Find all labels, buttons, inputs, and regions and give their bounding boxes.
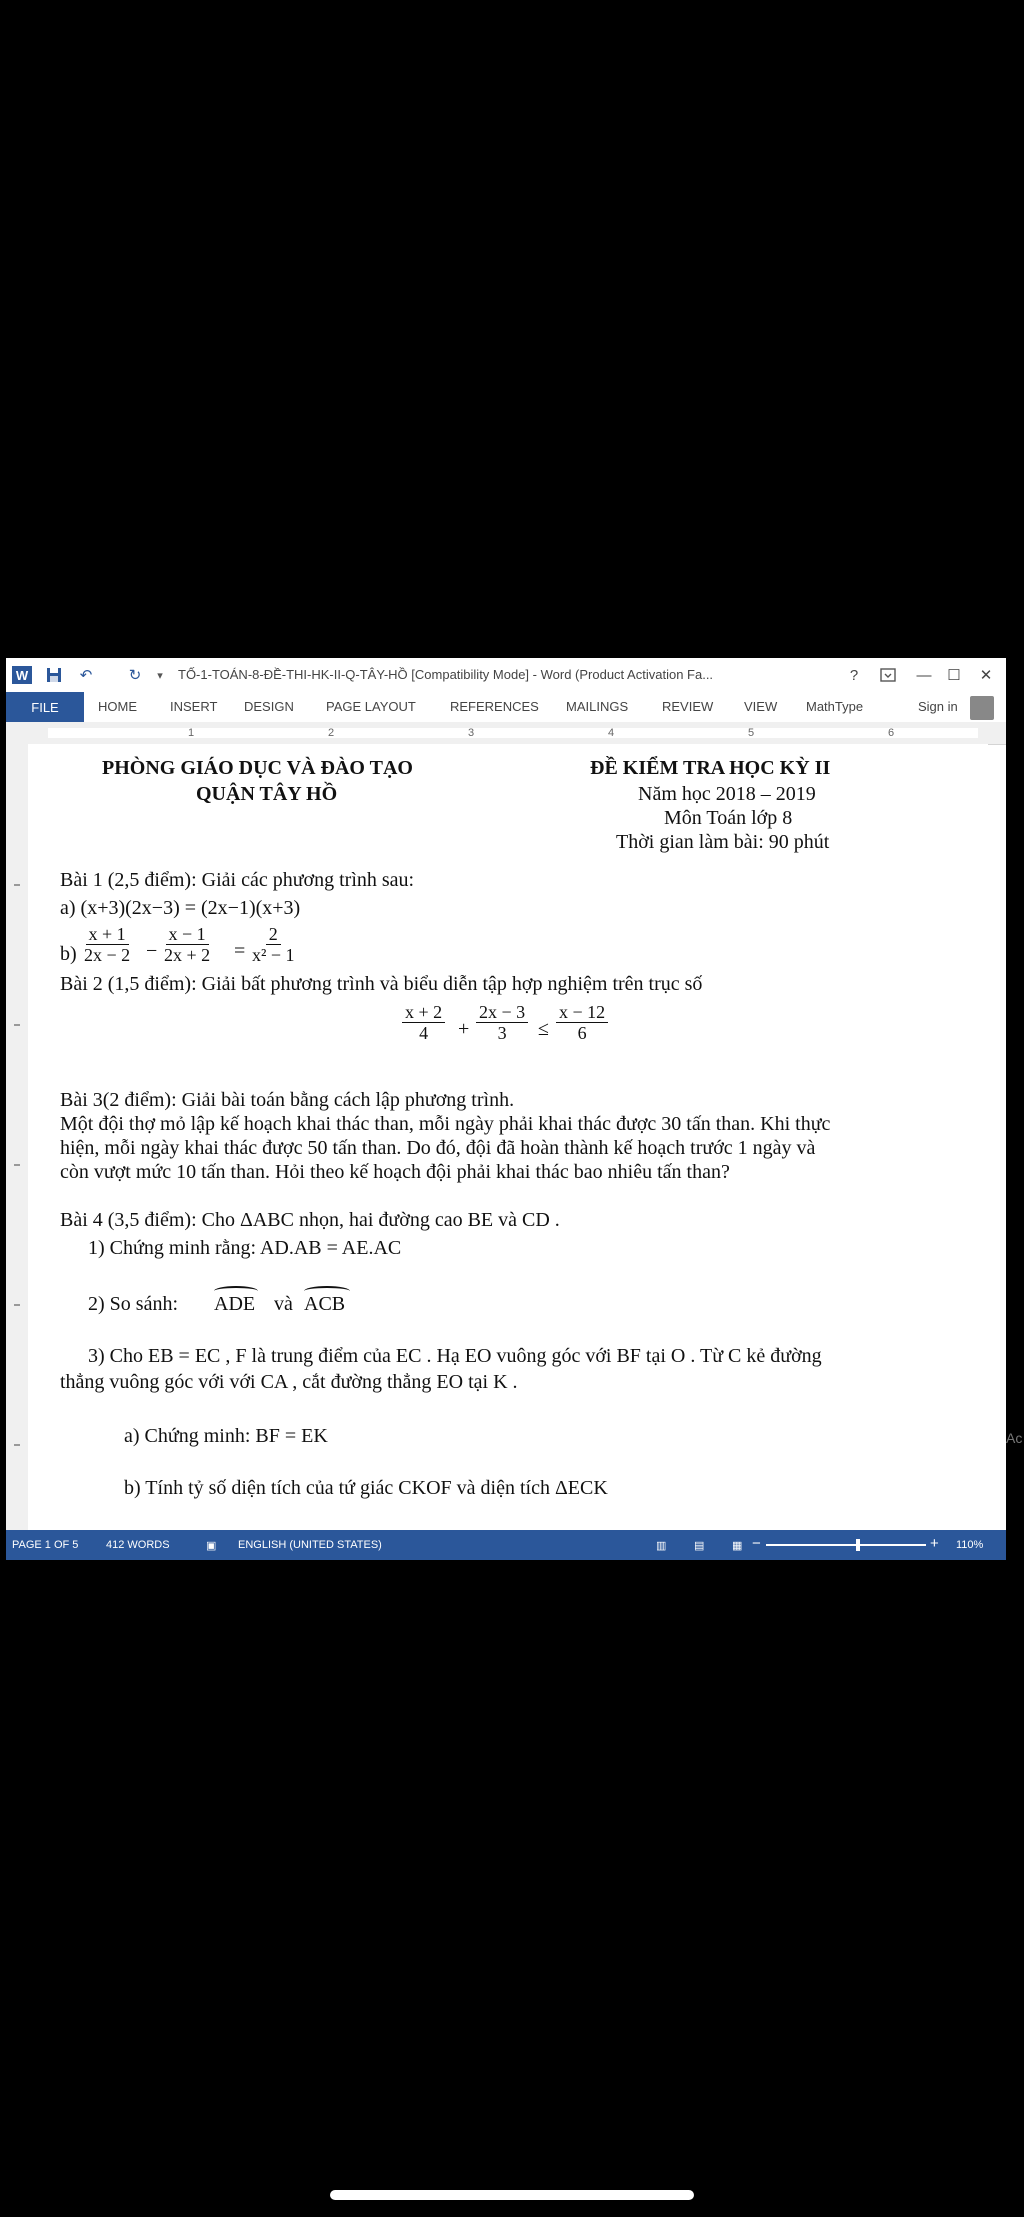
fraction — [252, 924, 295, 965]
edge-text: Ac — [1006, 1430, 1023, 1446]
tab-design[interactable]: DESIGN — [244, 699, 294, 714]
quick-access-more-icon[interactable]: ▾ — [157, 669, 163, 682]
bai2-title: Bài 2 (1,5 điểm): Giải bất phương trình và biểu diễn tập hợp nghiệm trên trục số — [60, 973, 703, 995]
fraction — [164, 924, 210, 965]
angle-acb: ACB — [304, 1293, 346, 1315]
fraction — [84, 924, 130, 965]
bai4-part-b: b) Tính tỷ số diện tích của tứ giác CKOF và diện tích ΔECK — [124, 1477, 608, 1499]
vertical-ruler[interactable] — [6, 744, 29, 1530]
bai4-part-a: a) Chứng minh: BF = EK — [124, 1425, 328, 1447]
fraction-numerator: x − 12 — [556, 1002, 608, 1023]
header-right-line3: Môn Toán lớp 8 — [664, 807, 793, 829]
fraction-denominator: 2x − 2 — [84, 945, 131, 965]
zoom-slider-thumb[interactable] — [856, 1539, 860, 1551]
help-button[interactable]: ? — [849, 666, 859, 684]
tab-view[interactable]: VIEW — [744, 699, 778, 714]
read-mode-icon[interactable]: ▥ — [656, 1540, 667, 1552]
bai4-part-3-line1: 3) Cho EB = EC , F là trung điểm của EC . Hạ EO vuông góc với BF tại O . Từ C kẻ đường — [88, 1345, 822, 1367]
ribbon-tabs — [6, 692, 1006, 723]
bai1-part-a: a) (x+3)(2x−3) = (2x−1)(x+3) — [60, 897, 301, 919]
bai1-title: Bài 1 (2,5 điểm): Giải các phương trình sau: — [60, 869, 415, 891]
header-left-line1: PHÒNG GIÁO DỤC VÀ ĐÀO TẠO — [102, 757, 413, 779]
header-right-line4: Thời gian làm bài: 90 phút — [616, 831, 830, 853]
zoom-slider[interactable] — [766, 1544, 926, 1546]
ruler-tick — [14, 1024, 20, 1026]
ruler-number: 2 — [328, 727, 335, 739]
word-count[interactable]: 412 WORDS — [106, 1539, 170, 1551]
fraction — [476, 1002, 528, 1043]
bai3-line: hiện, mỗi ngày khai thác được 50 tấn than. Do đó, đội đã hoàn thành kế hoạch trước 1 ngày và — [60, 1137, 816, 1159]
minimize-button[interactable]: — — [916, 666, 932, 684]
operator: + — [458, 1018, 470, 1040]
ruler-tick — [14, 1444, 20, 1446]
header-right-line2: Năm học 2018 – 2019 — [638, 783, 816, 805]
fraction-numerator: 2 — [266, 924, 281, 945]
save-icon[interactable] — [46, 666, 62, 684]
tab-page-layout[interactable]: PAGE LAYOUT — [326, 699, 416, 714]
zoom-out-button[interactable]: − — [752, 1535, 761, 1552]
tab-mailings[interactable]: MAILINGS — [566, 699, 629, 714]
ribbon-display-options-icon[interactable] — [876, 664, 900, 686]
horizontal-ruler[interactable] — [6, 722, 1006, 745]
bai3-title: Bài 3(2 điểm): Giải bài toán bằng cách lập phương trình. — [60, 1089, 515, 1111]
bai3-line: Một đội thợ mỏ lập kế hoạch khai thác than, mỗi ngày phải khai thác được 30 tấn than. Khi thực — [60, 1113, 831, 1135]
user-avatar-icon[interactable] — [970, 696, 994, 720]
status-bar — [6, 1530, 1006, 1560]
bai4-part-2-label: 2) So sánh: — [88, 1293, 178, 1315]
angle-ade: ADE — [214, 1293, 256, 1315]
document-page[interactable] — [28, 744, 988, 1530]
ruler-number: 1 — [188, 727, 195, 739]
fraction-denominator: 3 — [497, 1023, 507, 1043]
page-count[interactable]: PAGE 1 OF 5 — [12, 1539, 79, 1551]
bai4-and: và — [274, 1293, 293, 1315]
fraction-denominator: x² − 1 — [252, 945, 295, 965]
operator: − — [146, 940, 158, 962]
fraction-denominator: 4 — [419, 1023, 429, 1043]
fraction — [402, 1002, 445, 1043]
operator: ≤ — [538, 1018, 549, 1040]
bai4-title: Bài 4 (3,5 điểm): Cho ΔABC nhọn, hai đường cao BE và CD . — [60, 1209, 560, 1231]
operator: = — [234, 940, 246, 962]
tab-home[interactable]: HOME — [98, 699, 137, 714]
fraction-numerator: x + 1 — [86, 924, 129, 945]
fraction — [556, 1002, 608, 1043]
tab-file[interactable]: FILE — [6, 692, 84, 722]
fraction-numerator: 2x − 3 — [476, 1002, 528, 1023]
ruler-tick — [14, 884, 20, 886]
word-window — [6, 658, 1006, 1560]
fraction-denominator: 6 — [577, 1023, 587, 1043]
ruler-tick — [14, 1164, 20, 1166]
ruler-number: 3 — [468, 727, 475, 739]
header-left-line2: QUẬN TÂY HỒ — [196, 783, 338, 805]
proofing-icon[interactable]: ▣ — [206, 1540, 217, 1552]
redo-icon[interactable]: ↻ — [128, 667, 142, 684]
bai4-part-3-line2: thẳng vuông góc với với CA , cắt đường thẳng EO tại K . — [60, 1371, 518, 1393]
fraction-numerator: x + 2 — [402, 1002, 445, 1023]
bai1-part-b-label: b) — [60, 943, 77, 965]
document-title: TỐ-1-TOÁN-8-ĐỀ-THI-HK-II-Q-TÂY-HỒ [Compatibility Mode] - Word (Product Activation Fa... — [178, 667, 714, 682]
web-layout-icon[interactable]: ▦ — [732, 1540, 743, 1552]
close-button[interactable]: ✕ — [979, 667, 993, 684]
print-layout-icon[interactable]: ▤ — [694, 1540, 705, 1552]
title-bar — [6, 658, 1006, 693]
tab-mathtype[interactable]: MathType — [806, 699, 864, 714]
bai3-line: còn vượt mức 10 tấn than. Hỏi theo kế hoạch đội phải khai thác bao nhiêu tấn than? — [60, 1161, 730, 1183]
ruler-number: 4 — [608, 727, 615, 739]
tab-insert[interactable]: INSERT — [170, 699, 218, 714]
tab-references[interactable]: REFERENCES — [450, 699, 539, 714]
word-logo-icon[interactable]: W — [12, 666, 32, 684]
bai4-part-1: 1) Chứng minh rằng: AD.AB = AE.AC — [88, 1237, 402, 1259]
language[interactable]: ENGLISH (UNITED STATES) — [238, 1539, 382, 1551]
home-indicator[interactable] — [330, 2190, 694, 2200]
fraction-numerator: x − 1 — [166, 924, 209, 945]
undo-icon[interactable]: ↶ — [79, 667, 93, 684]
tab-review[interactable]: REVIEW — [662, 699, 714, 714]
ruler-tick — [14, 1304, 20, 1306]
header-right-line1: ĐỀ KIỂM TRA HỌC KỲ II — [590, 757, 831, 779]
ruler-number: 6 — [888, 727, 895, 739]
zoom-in-button[interactable]: + — [930, 1535, 939, 1552]
ruler-number: 5 — [748, 727, 755, 739]
fraction-denominator: 2x + 2 — [164, 945, 211, 965]
zoom-level[interactable]: 110% — [956, 1539, 984, 1551]
restore-button[interactable]: ☐ — [947, 667, 961, 684]
sign-in-link[interactable]: Sign in — [918, 699, 958, 714]
